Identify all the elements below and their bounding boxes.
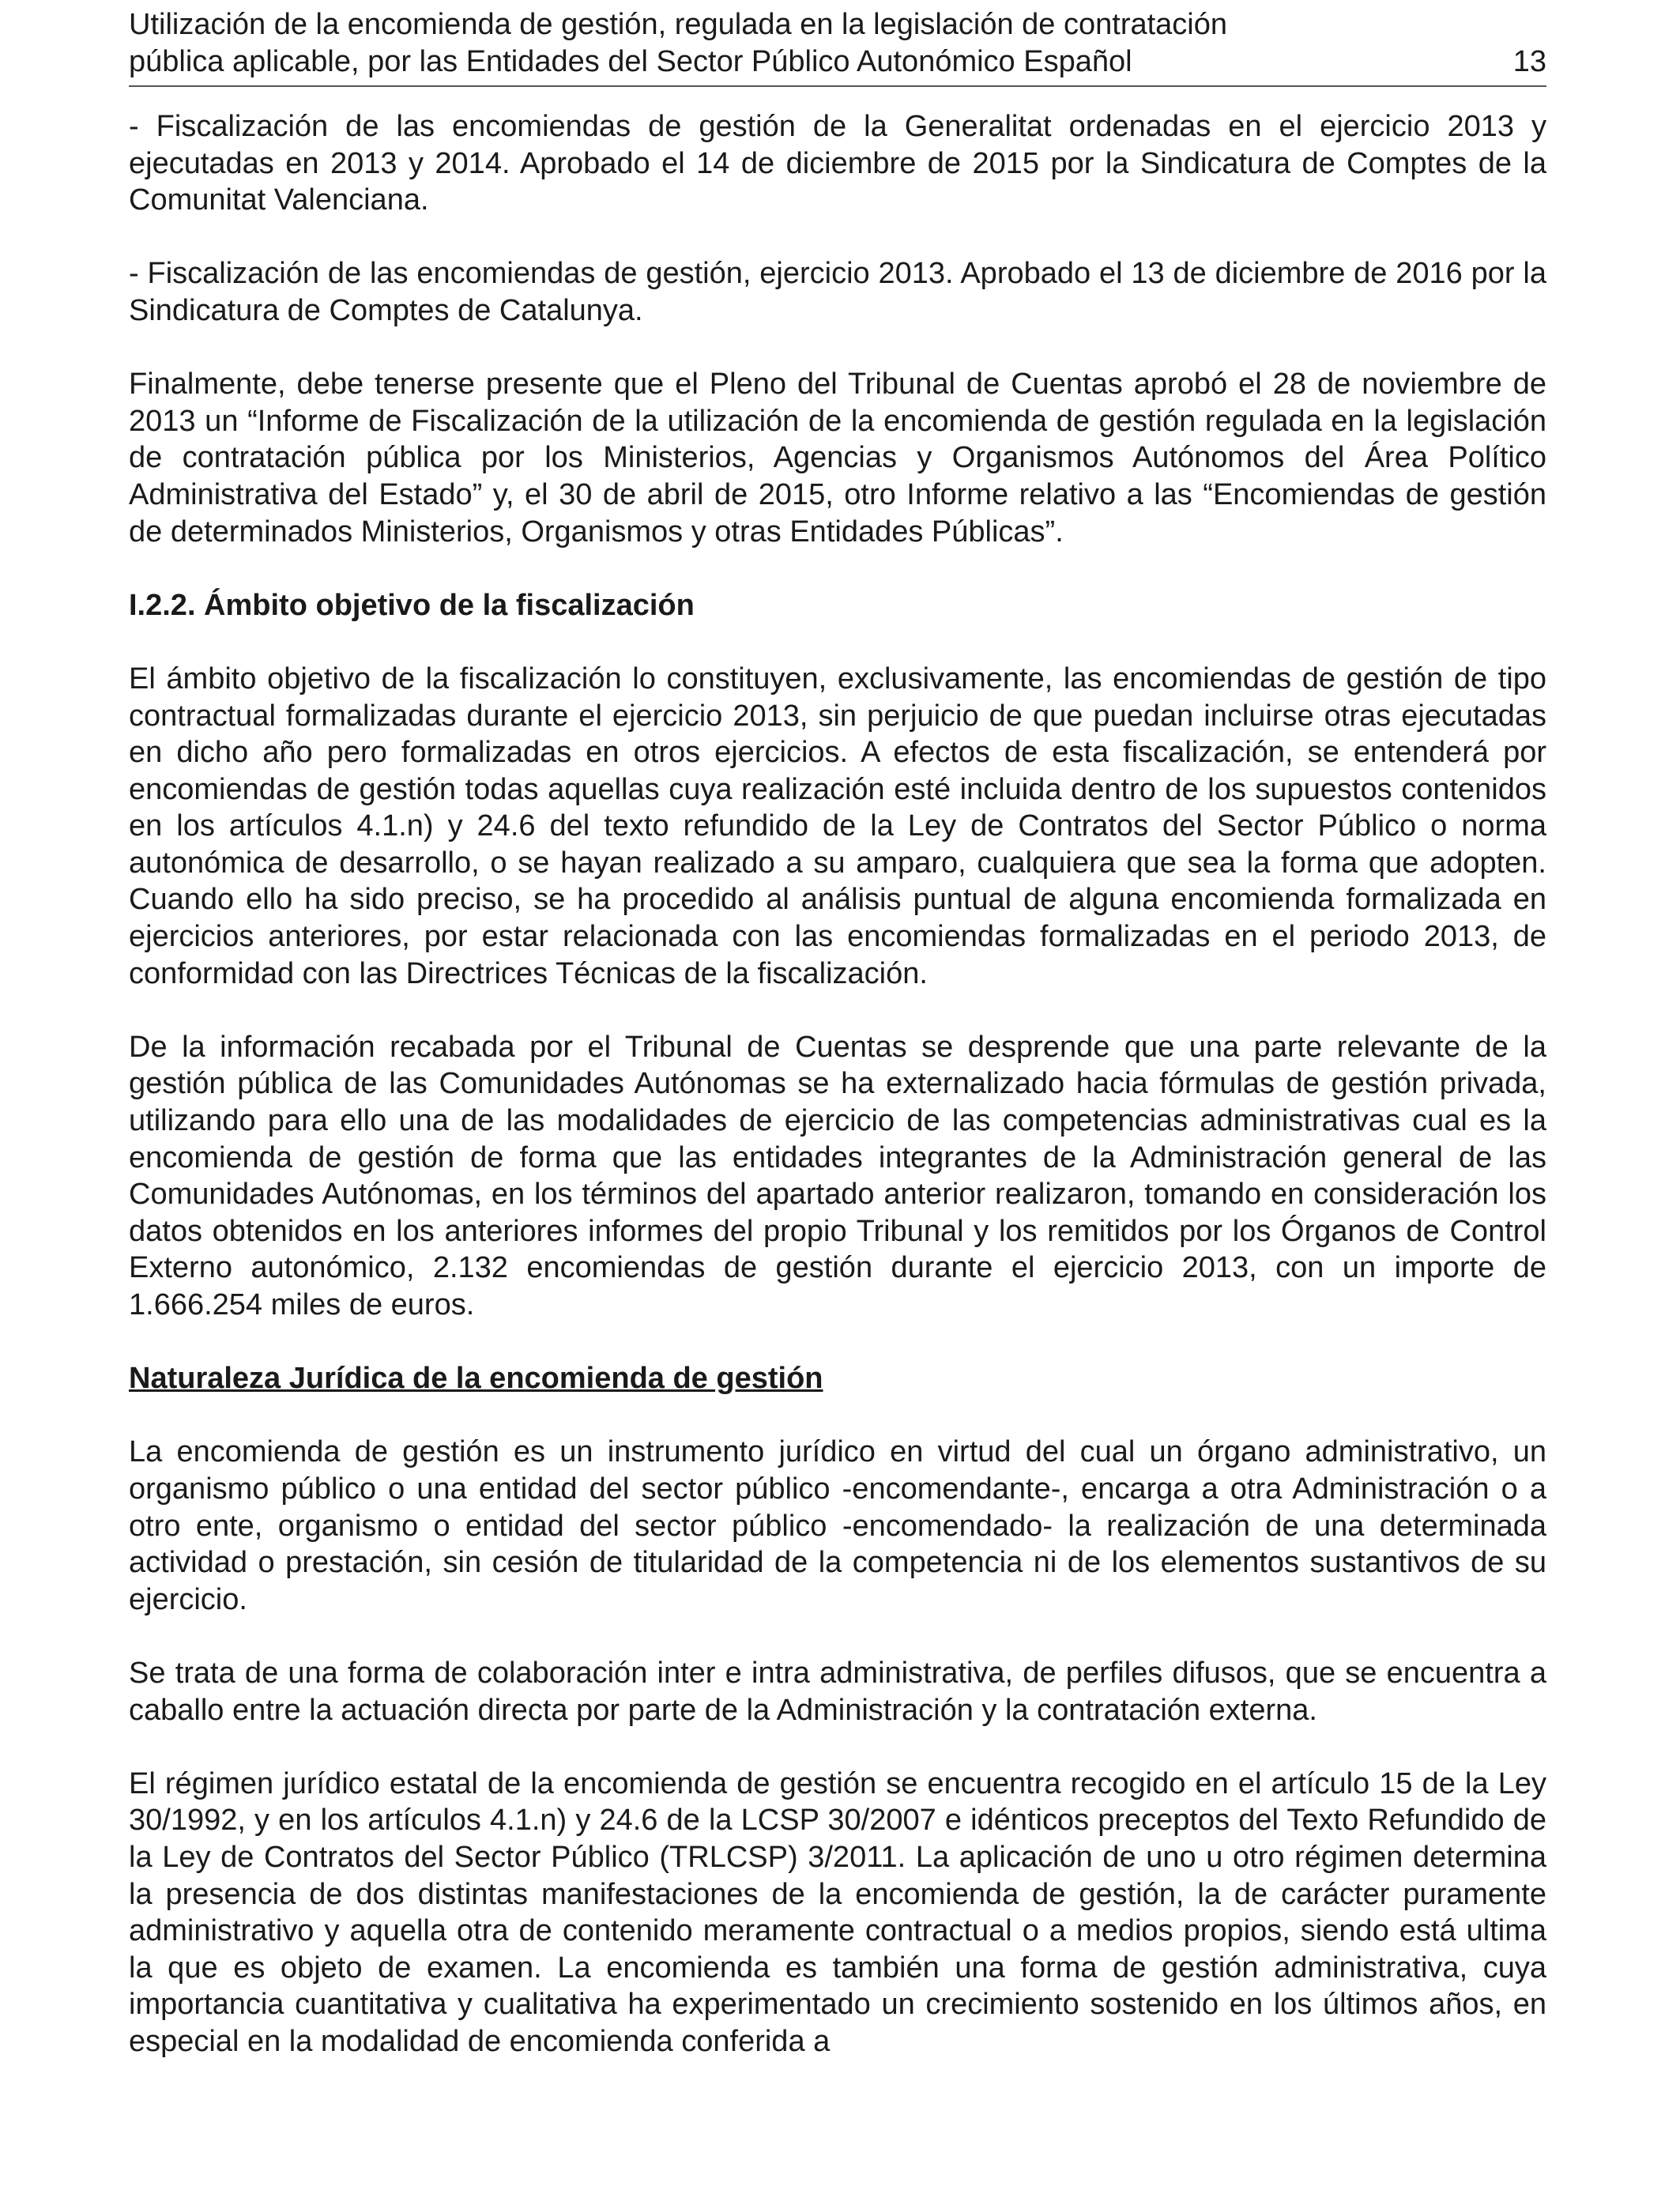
paragraph-sindicatura-catalunya: - Fiscalización de las encomiendas de gestión, ejercicio 2013. Aprobado el 13 de diciembre de 2016 por la Sindicatura de Comptes de Catalunya.	[129, 257, 1546, 327]
document-page	[129, 0, 1546, 2058]
section-heading-naturaleza-juridica: Naturaleza Jurídica de la encomienda de gestión	[129, 1362, 823, 1396]
running-header	[129, 0, 1546, 87]
paragraph-sindicatura-valenciana: - Fiscalización de las encomiendas de gestión de la Generalitat ordenadas en el ejercicio 2013 y ejecutadas en 2013 y 2014. Aprobado el 14 de diciembre de 2015 por la Sindicatura de Comptes de la Comunitat Valenciana.	[129, 110, 1546, 217]
paragraph-spacer	[129, 1324, 1546, 1361]
paragraph-spacer	[129, 1728, 1546, 1766]
paragraph-spacer	[129, 330, 1546, 367]
header-title-line-2: pública aplicable, por las Entidades del Sector Público Autonómico Español	[129, 45, 1132, 78]
paragraph-forma-colaboracion: Se trata de una forma de colaboración inter e intra administrativa, de perfiles difusos, que se encuentra a caballo entre la actuación directa por parte de la Administración y la contratación externa.	[129, 1656, 1546, 1727]
paragraph-spacer	[129, 992, 1546, 1029]
paragraph-definicion-encomienda: La encomienda de gestión es un instrumento jurídico en virtud del cual un órgano administrativo, un organismo público o una entidad del sector público -encomendante-, encarga a otra Administración o a otro ente, organismo o entidad del sector público -encomendado- la realización de una determinada actividad o prestación, sin cesión de titularidad de la competencia ni de los elementos sustantivos de su ejercicio.	[129, 1435, 1546, 1616]
paragraph-spacer	[129, 219, 1546, 256]
paragraph-ambito-objetivo: El ámbito objetivo de la fiscalización lo constituyen, exclusivamente, las encomiendas de gestión de tipo contractual formalizadas durante el ejercicio 2013, sin perjuicio de que puedan incluirse otras ejecutadas en dicho año pero formalizadas en otros ejercicios. A efectos de esta fiscalización, se entenderá por encomiendas de gestión todas aquellas cuya realización esté incluida dentro de los supuestos contenidos en los artículos 4.1.n) y 24.6 del texto refundido de la Ley de Contratos del Sector Público o norma autonómica de desarrollo, o se hayan realizado a su amparo, cualquiera que sea la forma que adopten. Cuando ello ha sido preciso, se ha procedido al análisis puntual de alguna encomienda formalizada en ejercicios anteriores, por estar relacionada con las encomiendas formalizadas en el periodo 2013, de conformidad con las Directrices Técnicas de la fiscalización.	[129, 662, 1546, 990]
paragraph-regimen-juridico: El régimen jurídico estatal de la encomienda de gestión se encuentra recogido en el artículo 15 de la Ley 30/1992, y en los artículos 4.1.n) y 24.6 de la LCSP 30/2007 e idénticos preceptos del Texto Refundido de la Ley de Contratos del Sector Público (TRLCSP) 3/2011. La aplicación de uno u otro régimen determina la presencia de dos distintas manifestaciones de la encomienda de gestión, la de carácter puramente administrativo y aquella otra de contenido meramente contractual o a medios propios, siendo está ultima la que es objeto de examen. La encomienda es también una forma de gestión administrativa, cuya importancia cuantitativa y cualitativa ha experimentado un crecimiento sostenido en los últimos años, en especial en la modalidad de encomienda conferida a	[129, 1766, 1546, 2058]
paragraph-spacer	[129, 1618, 1546, 1655]
paragraph-spacer	[129, 550, 1546, 587]
paragraph-informacion-recabada: De la información recabada por el Tribunal de Cuentas se desprende que una parte relevante de la gestión pública de las Comunidades Autónomas se ha externalizado hacia fórmulas de gestión privada, utilizando para ello una de las modalidades de ejercicio de las competencias administrativas cual es la encomienda de gestión de forma que las entidades integrantes de la Administración general de las Comunidades Autónomas, en los términos del apartado anterior realizaron, tomando en consideración los datos obtenidos en los anteriores informes del propio Tribunal y los remitidos por los Órganos de Control Externo autonómico, 2.132 encomiendas de gestión durante el ejercicio 2013, con un importe de 1.666.254 miles de euros.	[129, 1030, 1546, 1321]
page-number: 13	[1512, 45, 1546, 78]
paragraph-finalmente: Finalmente, debe tenerse presente que el Pleno del Tribunal de Cuentas aprobó el 28 de noviembre de 2013 un “Informe de Fiscalización de la utilización de la encomienda de gestión regulada en la legislación de contratación pública por los Ministerios, Agencias y Organismos Autónomos del Área Político Administrativa del Estado” y, el 30 de abril de 2015, otro Informe relativo a las “Encomiendas de gestión de determinados Ministerios, Organismos y otras Entidades Públicas”.	[129, 368, 1546, 548]
document-body	[129, 108, 1546, 2060]
paragraph-spacer	[129, 1397, 1546, 1434]
paragraph-spacer	[129, 624, 1546, 661]
section-heading-ambito-objetivo: I.2.2. Ámbito objetivo de la fiscalización	[129, 588, 695, 622]
header-title-line-1: Utilización de la encomienda de gestión, regulada en la legislación de contratación	[129, 8, 1228, 41]
